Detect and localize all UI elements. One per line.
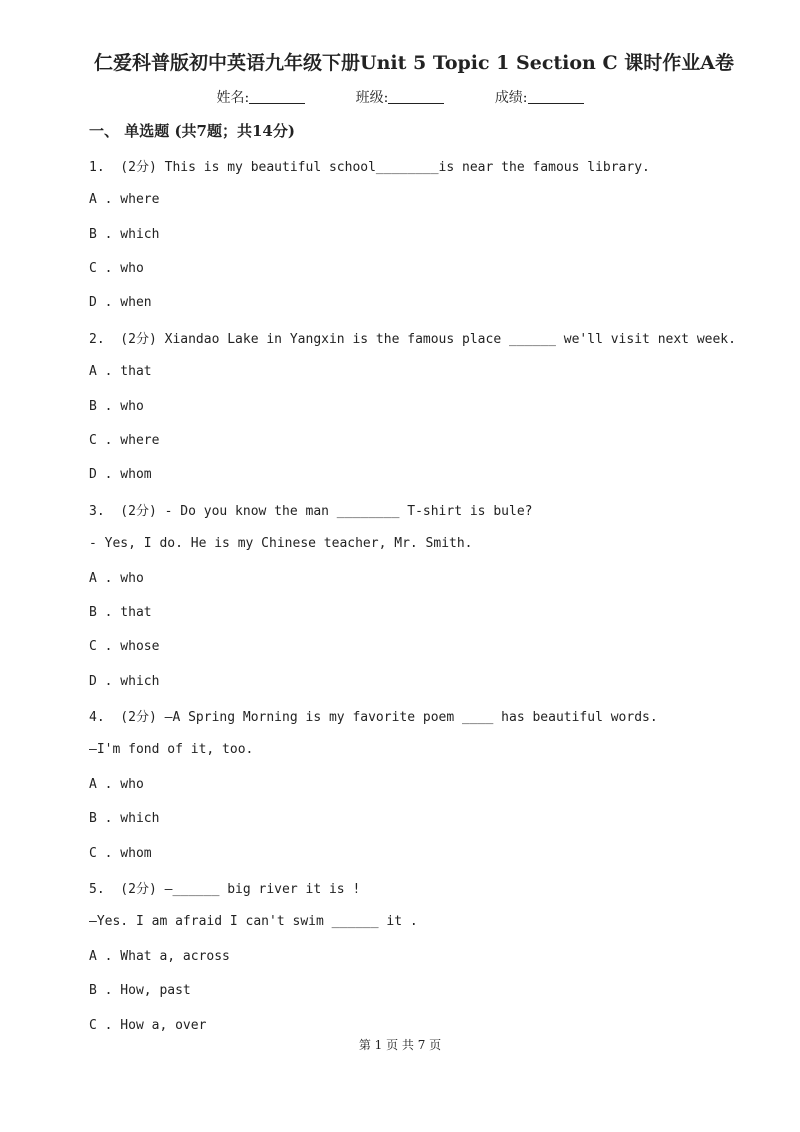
name-blank <box>249 89 305 104</box>
option-line: D . which <box>89 674 160 689</box>
option-line: C . who <box>89 261 144 276</box>
question-line: —Yes. I am afraid I can't swim ______ it . <box>89 914 418 929</box>
option-line: B . who <box>89 399 144 414</box>
option-line: A . that <box>89 364 152 379</box>
class-label: 班级: <box>355 90 389 106</box>
student-info-row <box>0 87 800 107</box>
option-line: D . when <box>89 295 152 310</box>
option-line: D . whom <box>89 467 152 482</box>
question-line: - Yes, I do. He is my Chinese teacher, Mr. Smith. <box>89 536 473 551</box>
question-line: 5. (2分) —______ big river it is ! <box>89 882 361 897</box>
option-line: A . who <box>89 777 144 792</box>
option-line: C . whose <box>89 639 160 654</box>
section-heading: 一、 单选题 (共7题；共14分) <box>89 122 295 140</box>
option-line: B . which <box>89 811 160 826</box>
question-line: 3. (2分) - Do you know the man ________ T-shirt is bule? <box>89 504 533 519</box>
option-line: C . whom <box>89 846 152 861</box>
score-blank <box>528 89 584 104</box>
question-line: 1. (2分) This is my beautiful school________is near the famous library. <box>89 160 650 175</box>
option-line: C . How a, over <box>89 1018 207 1033</box>
question-line: 2. (2分) Xiandao Lake in Yangxin is the famous place ______ we'll visit next week. <box>89 332 736 347</box>
name-field <box>216 87 305 107</box>
option-line: B . that <box>89 605 152 620</box>
option-line: A . who <box>89 571 144 586</box>
class-field <box>356 87 445 107</box>
class-blank <box>388 89 444 104</box>
page-footer: 第 1 页 共 7 页 <box>358 1038 442 1052</box>
score-label: 成绩: <box>494 90 528 106</box>
question-line: —I'm fond of it, too. <box>89 742 254 757</box>
option-line: C . where <box>89 433 160 448</box>
option-line: B . which <box>89 227 160 242</box>
question-line: 4. (2分) —A Spring Morning is my favorite poem ____ has beautiful words. <box>89 710 658 725</box>
page-title: 仁爱科普版初中英语九年级下册Unit 5 Topic 1 Section C 课时作业A卷 <box>94 52 734 74</box>
score-field <box>495 87 584 107</box>
option-line: A . where <box>89 192 160 207</box>
name-label: 姓名: <box>216 90 250 106</box>
option-line: A . What a, across <box>89 949 230 964</box>
option-line: B . How, past <box>89 983 191 998</box>
